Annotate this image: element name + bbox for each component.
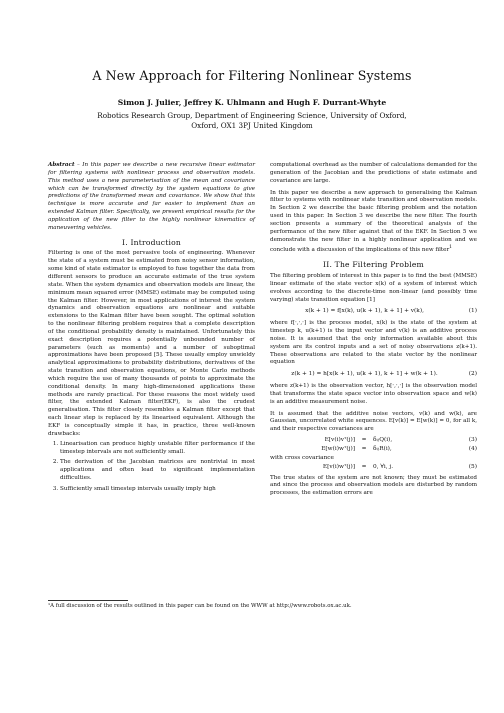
equation-4: E[w(i)wᵀ(j)] = δᵢⱼR(i), (4)	[321, 446, 477, 453]
equation-5: E[v(i)wᵀ(j)] = 0, ∀i, j. (5)	[322, 463, 477, 470]
equation-number: (3)	[468, 437, 477, 444]
list-item: 1. Linearisation can produce highly unstable filter performance if the timestep intervals are not sufficiently small.	[60, 441, 255, 457]
equation-number: (2)	[468, 371, 477, 378]
author-list: Simon J. Julier, Jeffrey K. Uhlmann and Hugh F. Durrant-Whyte	[117, 98, 387, 107]
footnote-marker: 1	[449, 245, 453, 251]
footnote: ¹A full discussion of the results outlined in this paper can be found on the WWW at http://www.robots.ox.ac.uk.	[48, 603, 352, 609]
drawbacks-list	[48, 441, 255, 494]
paragraph: The true states of the system are not known; they must be estimated and since the process and observation models are disturbed by random processes, the estimation errors are	[270, 474, 477, 497]
left-column	[48, 162, 255, 497]
equation-body: x(k + 1) = f[x(k), u(k + 1), k + 1] + v(k),	[305, 308, 424, 315]
footnote-rule	[48, 600, 128, 601]
abstract-text: – In this paper we describe a new recursive linear estimator for filtering systems with nonlinear process and observation models. This method uses a new parameterisation of the mean and covariance which can be transformed directly by the system equations to give predictions of the transformed mean and covariance. We show that this technique is more accurate and far easier to implement than an extended Kalman filter. Specifically, we present empirical results for the application of the new filter to the highly nonlinear kinematics of maneuvering vehicles.	[48, 162, 255, 231]
equation-body: z(k + 1) = h[x(k + 1), u(k + 1), k + 1] + w(k + 1).	[291, 371, 438, 378]
section-heading-introduction: I. Introduction	[122, 237, 181, 247]
affiliation-line-2: Oxford, OX1 3PJ United Kingdom	[191, 121, 313, 130]
paragraph: where f[·,·,·] is the process model, x(k) is the state of the system at timestep k, u(k+1) is the input vector and v(k) is an additive process noise. It is assumed that the only information available about this system are its control inputs and a set of noisy observations z(k+1). These observations are related to the state vector by the nonlinear equation	[270, 320, 477, 366]
paragraph: It is assumed that the additive noise vectors, v(k) and w(k), are Gaussian, uncorrelated white sequences. E[v(k)] = E[w(k)] = 0, for all k, and their respective covariances are	[270, 410, 477, 433]
equation-number: (4)	[468, 446, 477, 453]
introduction-paragraph: Filtering is one of the most pervasive tools of engineering. Whenever the state of a system must be estimated from noisy sensor information, some kind of state estimator is employed to fuse together the data from different sensors to produce an accurate estimate of the true system state. When the system dynamics and observation models are linear, the minimum mean squared error (MMSE) estimate may be computed using the Kalman filter. However, in most applications of interest the system dynamics and observation equations are nonlinear and suitable extensions to the Kalman filter have been sought. The optimal solution to the nonlinear filtering problem requires that a complete description of the conditional probability density is maintained. Unfortunately this exact description requires a potentially unbounded number of parameters (such as moments) and a number of suboptimal approximations have been proposed [5]. These usually employ unwieldy analytical approximations to probability distributions, derivatives of the state transition and observation equations, or Monte Carlo methods which require the use of many thousands of points to approximate the conditional density. In many high-dimensioned applications these methods are rarely practical. For these reasons the most widely used filter, the extended Kalman filter(EKF), is also the crudest generalisation. This filter closely resembles a Kalman filter except that each linear step is replaced by its linearised equivalent. Although the EKF is conceptually simple it has, in practice, three well-known drawbacks:	[48, 250, 255, 437]
list-item: 3. Sufficiently small timestep intervals usually imply high	[60, 486, 255, 494]
with-cross-covariance-text: with cross covariance	[270, 454, 334, 461]
covariance-equations	[270, 437, 477, 471]
list-item: 2. The derivation of the Jacobian matrices are nontrivial in most applications and often lead to significant implementation difficulties.	[60, 459, 255, 483]
equation-3: E[v(i)vᵀ(j)] = δᵢⱼQ(i), (3)	[324, 437, 477, 444]
equation-1	[270, 308, 477, 316]
right-column	[270, 162, 477, 498]
section-heading-filtering-problem: II. The Filtering Problem	[323, 260, 424, 270]
abstract-label: Abstract	[48, 162, 75, 168]
affiliation-line-1: Robotics Research Group, Department of Engineering Science, University of Oxford,	[97, 111, 407, 120]
paragraph-continuation: computational overhead as the number of calculations demanded for the generation of the Jacobian and the predictions of state estimate and covariance are large.	[270, 162, 477, 184]
paragraph-overview: In this paper we describe a new approach to generalising the Kalman filter to systems with nonlinear state transition and observation models. In Section 2 we describe the basic filtering problem and the notation used in this paper. In Section 3 we describe the new filter. The fourth section presents a summary of the theoretical analysis of the performance of the new filter against that of the EKF. In Section 5 we demonstrate the new filter in a highly nonlinear application and we conclude with a discussion of the implications of this new filter$^1$	[270, 189, 477, 254]
equation-2	[270, 371, 477, 379]
paragraph: where z(k+1) is the observation vector, h[·,·,·] is the observation model that transforms the state space vector into observation space and w(k) is an additive measurement noise.	[270, 383, 477, 405]
paragraph: The filtering problem of interest in this paper is to find the best (MMSE) linear estimate of the state vector x(k) of a system of interest which evolves according to the discrete-time non-linear (and possibly time varying) state transition equation [1]	[270, 272, 477, 303]
paper-title: A New Approach for Filtering Nonlinear Systems	[92, 68, 412, 83]
equation-number: (5)	[468, 463, 477, 470]
equation-number: (1)	[468, 308, 477, 315]
abstract	[48, 162, 255, 233]
